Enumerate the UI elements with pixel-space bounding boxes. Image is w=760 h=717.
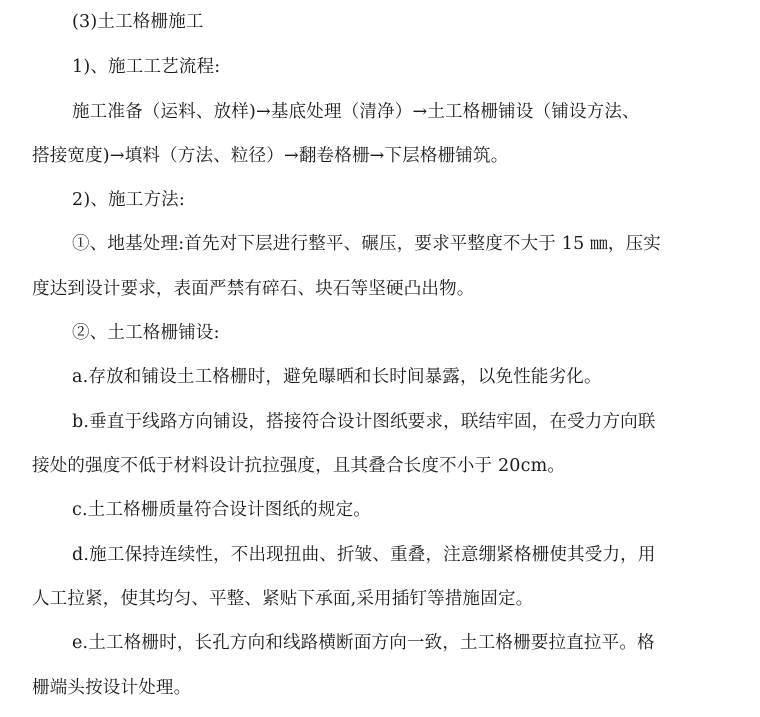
list-item-b: b.垂直于线路方向铺设，搭接符合设计图纸要求，联结牢固，在受力方向联: [72, 412, 656, 432]
list-item-c: c.土工格栅质量符合设计图纸的规定。: [72, 500, 371, 520]
paragraph-line: 接处的强度不低于材料设计抗拉强度，且其叠合长度不小于 20cm。: [32, 456, 566, 476]
subsection-heading-method: 2)、施工方法:: [72, 190, 185, 210]
paragraph-line: 施工准备（运料、放样)→基底处理（清净）→土工格栅铺设（铺设方法、: [72, 102, 640, 122]
paragraph-line: 栅端头按设计处理。: [32, 678, 192, 698]
list-item-a: a.存放和铺设土工格栅时，避免曝晒和长时间暴露，以免性能劣化。: [72, 367, 602, 387]
subsection-heading-process: 1)、施工工艺流程:: [72, 57, 221, 77]
item-heading-grid-laying: ②、土工格栅铺设:: [72, 323, 220, 343]
list-item-e: e.土工格栅时，长孔方向和线路横断面方向一致，土工格栅要拉直拉平。格: [72, 633, 655, 653]
paragraph-line: 搭接宽度)→填料（方法、粒径）→翻卷格栅→下层格栅铺筑。: [32, 146, 509, 166]
section-heading: (3)土工格栅施工: [72, 12, 204, 32]
list-item-d: d.施工保持连续性，不出现扭曲、折皱、重叠，注意绷紧格栅使其受力，用: [72, 545, 656, 565]
paragraph-line: ①、地基处理:首先对下层进行整平、碾压，要求平整度不大于 15 ㎜，压实: [72, 234, 661, 254]
paragraph-line: 度达到设计要求，表面严禁有碎石、块石等坚硬凸出物。: [32, 279, 475, 299]
paragraph-line: 人工拉紧，使其均匀、平整、紧贴下承面,采用插钉等措施固定。: [32, 589, 534, 609]
